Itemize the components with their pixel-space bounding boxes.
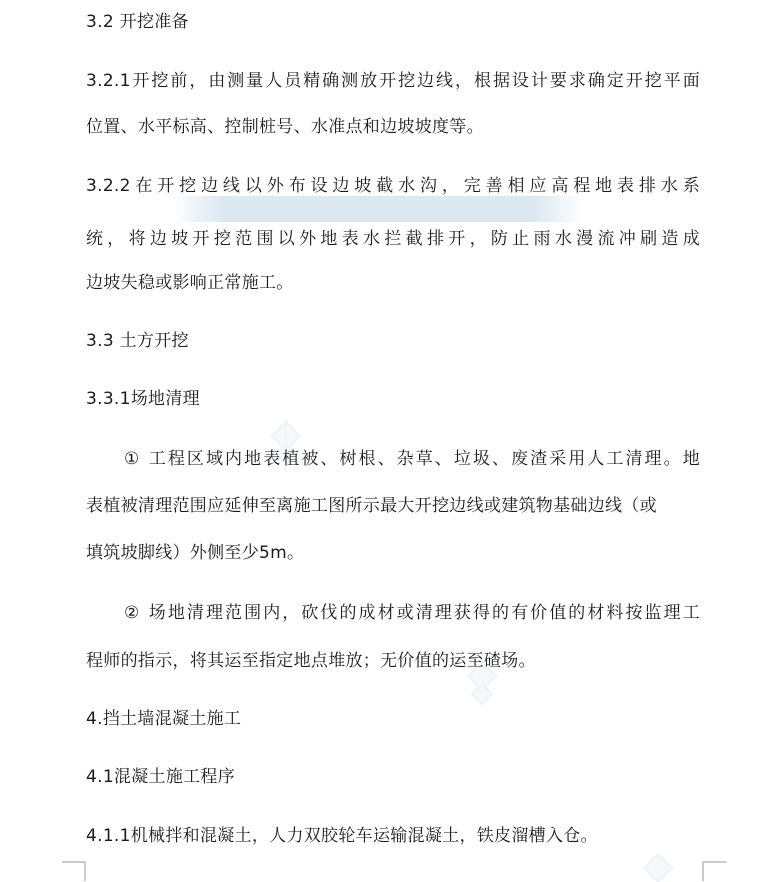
heading-3-3: 3.3 土方开挖: [86, 331, 189, 351]
snowflake-watermark-icon: [636, 852, 680, 882]
paragraph-item1-line1: ① 工程区域内地表植被、树根、杂草、垃圾、废渣采用人工清理。地: [124, 449, 700, 469]
paragraph-3-2-2-line2: 统，将边坡开挖范围以外地表水拦截排开，防止雨水漫流冲刷造成: [86, 229, 700, 249]
heading-4: 4.挡土墙混凝土施工: [86, 709, 242, 729]
paragraph-item1-line3: 填筑坡脚线）外侧至少5m。: [86, 543, 305, 563]
paragraph-3-2-2-line1: 3.2.2在开挖边线以外布设边坡截水沟，完善相应高程地表排水系: [86, 176, 700, 196]
watermark-banner: [172, 196, 584, 222]
heading-4-1: 4.1混凝土施工程序: [86, 767, 236, 787]
page-corner-mark-icon: [702, 858, 726, 881]
paragraph-item1-line2: 表植被清理范围应延伸至离施工图所示最大开挖边线或建筑物基础边线（或: [86, 496, 657, 516]
paragraph-item2-line1: ② 场地清理范围内，砍伐的成材或清理获得的有价值的材料按监理工: [124, 603, 700, 623]
paragraph-item2-line2: 程师的指示，将其运至指定地点堆放；无价值的运至碴场。: [86, 651, 536, 671]
page-corner-mark-icon: [62, 858, 86, 881]
paragraph-3-2-2-line3: 边坡失稳或影响正常施工。: [86, 273, 294, 293]
paragraph-3-2-1-line2: 位置、水平标高、控制桩号、水准点和边坡坡度等。: [86, 117, 484, 137]
heading-3-2: 3.2 开挖准备: [86, 12, 189, 32]
heading-3-3-1: 3.3.1场地清理: [86, 389, 200, 409]
paragraph-3-2-1-line1: 3.2.1开挖前，由测量人员精确测放开挖边线，根据设计要求确定开挖平面: [86, 71, 700, 91]
paragraph-4-1-1: 4.1.1机械拌和混凝土，人力双胶轮车运输混凝土，铁皮溜槽入仓。: [86, 826, 598, 846]
